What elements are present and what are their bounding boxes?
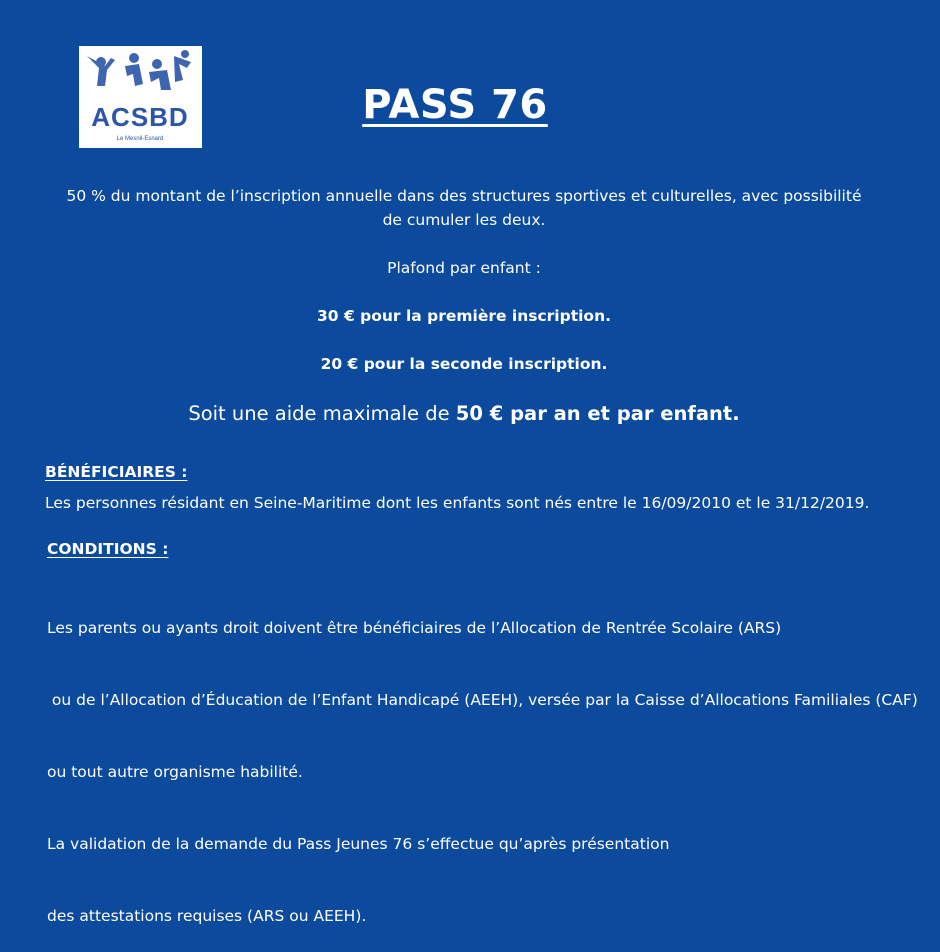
conditions-text	[47, 568, 918, 952]
conditions-line: Les parents ou ayants droit doivent être bénéficiaires de l’Allocation de Rentrée Scolaire (ARS)	[47, 619, 782, 637]
conditions-line: ou tout autre organisme habilité.	[47, 763, 303, 781]
logo-text: ACSBD	[91, 102, 189, 132]
beneficiaires-text: Les personnes résidant en Seine-Maritime dont les enfants sont nés entre le 16/09/2010 et le 31/12/2019.	[45, 494, 870, 512]
intro-line-2: de cumuler les deux.	[382, 211, 546, 229]
beneficiaires-heading: BÉNÉFICIAIRES :	[45, 463, 188, 481]
intro-paragraph	[0, 184, 928, 232]
intro-line-1: 50 % du montant de l’inscription annuelle dans des structures sportives et culturelles, avec possibilité	[66, 187, 862, 205]
first-inscription-amount: 30 € pour la première inscription.	[316, 307, 612, 325]
max-aid-prefix: Soit une aide maximale de	[188, 402, 456, 425]
max-aid-line	[0, 400, 928, 428]
conditions-line: La validation de la demande du Pass Jeunes 76 s’effectue qu’après présentation	[47, 835, 670, 853]
logo-subtext: Le Mesnil-Esnard	[116, 136, 164, 142]
conditions-heading: CONDITIONS :	[47, 540, 169, 558]
conditions-line: des attestations requises (ARS ou AEEH).	[47, 907, 367, 925]
max-aid-amount: 50 € par an et par enfant.	[455, 402, 740, 425]
plafond-label: Plafond par enfant :	[387, 259, 541, 277]
page-title: PASS 76	[362, 82, 548, 128]
second-inscription-amount: 20 € pour la seconde inscription.	[320, 355, 608, 373]
conditions-line: ou de l’Allocation d’Éducation de l’Enfant Handicapé (AEEH), versée par la Caisse d’Allocations Familiales (CAF)	[47, 691, 918, 709]
